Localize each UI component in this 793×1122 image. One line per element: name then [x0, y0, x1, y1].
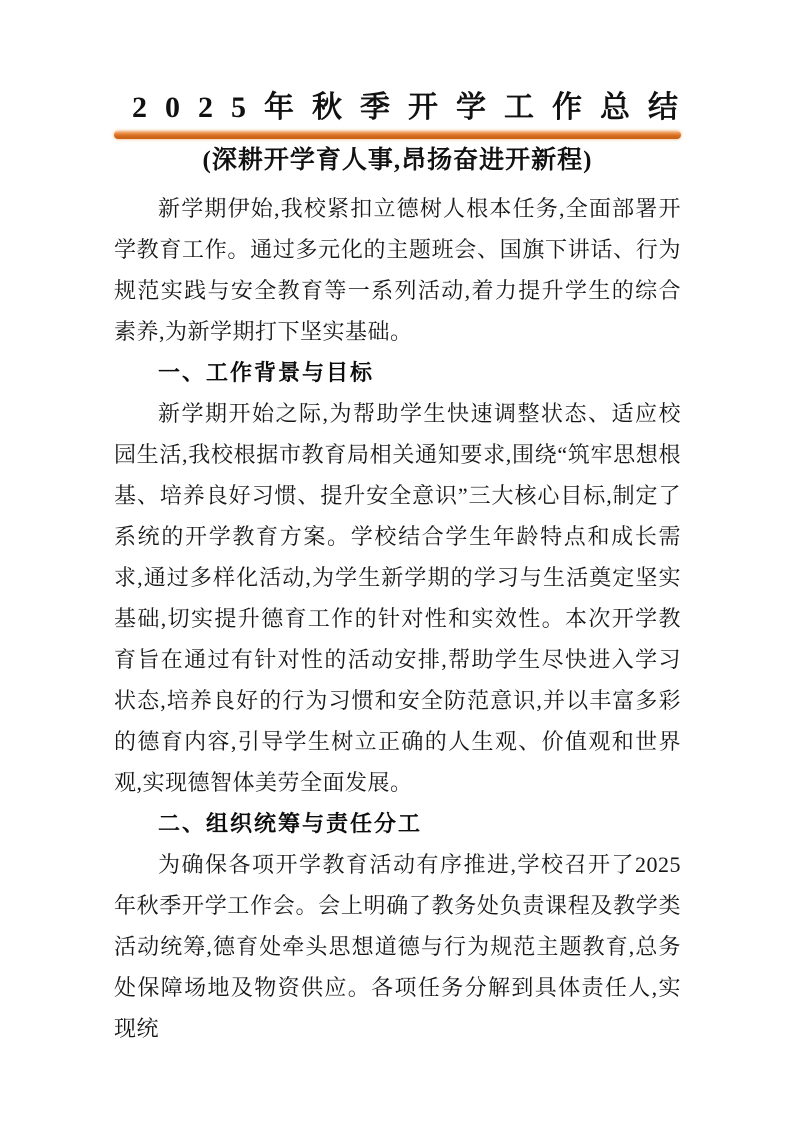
- document-subtitle: (深耕开学育人事,昂扬奋进开新程): [202, 147, 593, 174]
- title-underline-rule: [114, 131, 681, 139]
- section-1-paragraph: 新学期开始之际,为帮助学生快速调整状态、适应校园生活,我校根据市教育局相关通知要求,围绕“筑牢思想根基、培养良好习惯、提升安全意识”三大核心目标,制定了系统的开学教育方案。学校结合学生年龄特点和成长需求,通过多样化活动,为学生新学期的学习与生活奠定坚实基础,切实提升德育工作的针对性和实效性。本次开学教育旨在通过有针对性的活动安排,帮助学生尽快进入学习状态,培养良好的行为习惯和安全防范意识,并以丰富多彩的德育内容,引导学生树立正确的人生观、价值观和世界观,实现德智体美劳全面发展。: [114, 401, 681, 795]
- section-heading-2: 二、组织统筹与责任分工: [158, 811, 423, 836]
- document-body: [114, 188, 681, 1049]
- document-title: 2025年秋季开学工作总结: [132, 91, 696, 124]
- intro-paragraph: 新学期伊始,我校紧扣立德树人根本任务,全面部署开学教育工作。通过多元化的主题班会、国旗下讲话、行为规范实践与安全教育等一系列活动,着力提升学生的综合素养,为新学期打下坚实基础。: [114, 196, 681, 344]
- section-heading-1: 一、工作背景与目标: [158, 360, 375, 385]
- section-2-paragraph: 为确保各项开学教育活动有序推进,学校召开了2025年秋季开学工作会。会上明确了教务处负责课程及教学类活动统筹,德育处牵头思想道德与行为规范主题教育,总务处保障场地及物资供应。各项任务分解到具体责任人,实现统: [114, 852, 681, 1041]
